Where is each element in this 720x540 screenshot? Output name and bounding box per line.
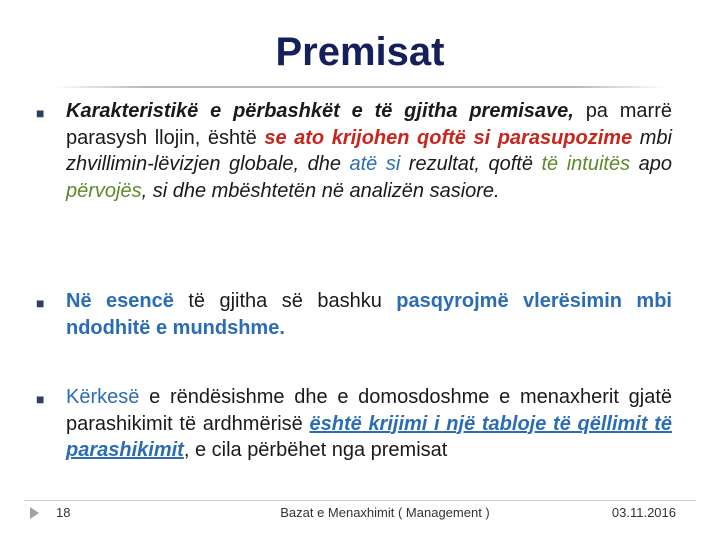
footer-course-title: Bazat e Menaxhimit ( Management ) [280, 505, 490, 520]
footer-divider [24, 500, 696, 501]
bullet-1-span-6: rezultat, qoftë [400, 153, 542, 175]
bullet-1-span-3: se ato krijohen qoftë si parasupozime [264, 126, 633, 149]
bullet-icon: ■ [36, 391, 45, 407]
bullet-paragraph-3 [66, 384, 672, 464]
bullet-3-span-4: , e cila përbëhet nga premisat [183, 439, 448, 461]
bullet-2-span-2: të gjitha së bashku [173, 290, 397, 312]
footer-date: 03.11.2016 [611, 505, 676, 520]
bullet-1-span-9: përvojës [66, 179, 142, 202]
bullet-icon: ■ [36, 295, 45, 311]
bullet-paragraph-1 [66, 98, 672, 204]
bullet-icon: ■ [36, 105, 45, 121]
bullet-1-span-1: Karakteristikë e përbashkët e të gjitha premisave, [66, 100, 574, 122]
slide-number: 18 [56, 505, 71, 520]
bullet-1-span-2: pa marrë parasysh llojin, është [66, 100, 672, 149]
bullet-3-span-3: është krijimi i një tabloje të qëllimit të parashikimit [66, 412, 672, 461]
bullet-1-span-5: atë si [349, 153, 401, 175]
slide-title: Premisat [275, 30, 445, 74]
bullet-2-span-1: Në esencë [66, 290, 174, 312]
title-divider [54, 86, 666, 88]
bullet-paragraph-2 [66, 288, 672, 341]
bullet-2-span-3: pasqyrojmë vlerësimin mbi ndodhitë e mundshme. [66, 290, 672, 339]
bullet-1-span-10: , si dhe mbështetën në analizën sasiore. [141, 179, 500, 202]
bullet-3-span-1: Kërkesë [66, 386, 140, 408]
bullet-1-span-8: apo [630, 153, 672, 175]
bullet-3-span-2: e rëndësishme dhe e domosdoshme e menaxherit gjatë parashikimit të ardhmërisë [66, 386, 672, 435]
bullet-1-span-7: të intuitës [541, 153, 631, 175]
bullet-1-span-4: mbi zhvillimin-lëvizjen globale, dhe [66, 126, 672, 175]
